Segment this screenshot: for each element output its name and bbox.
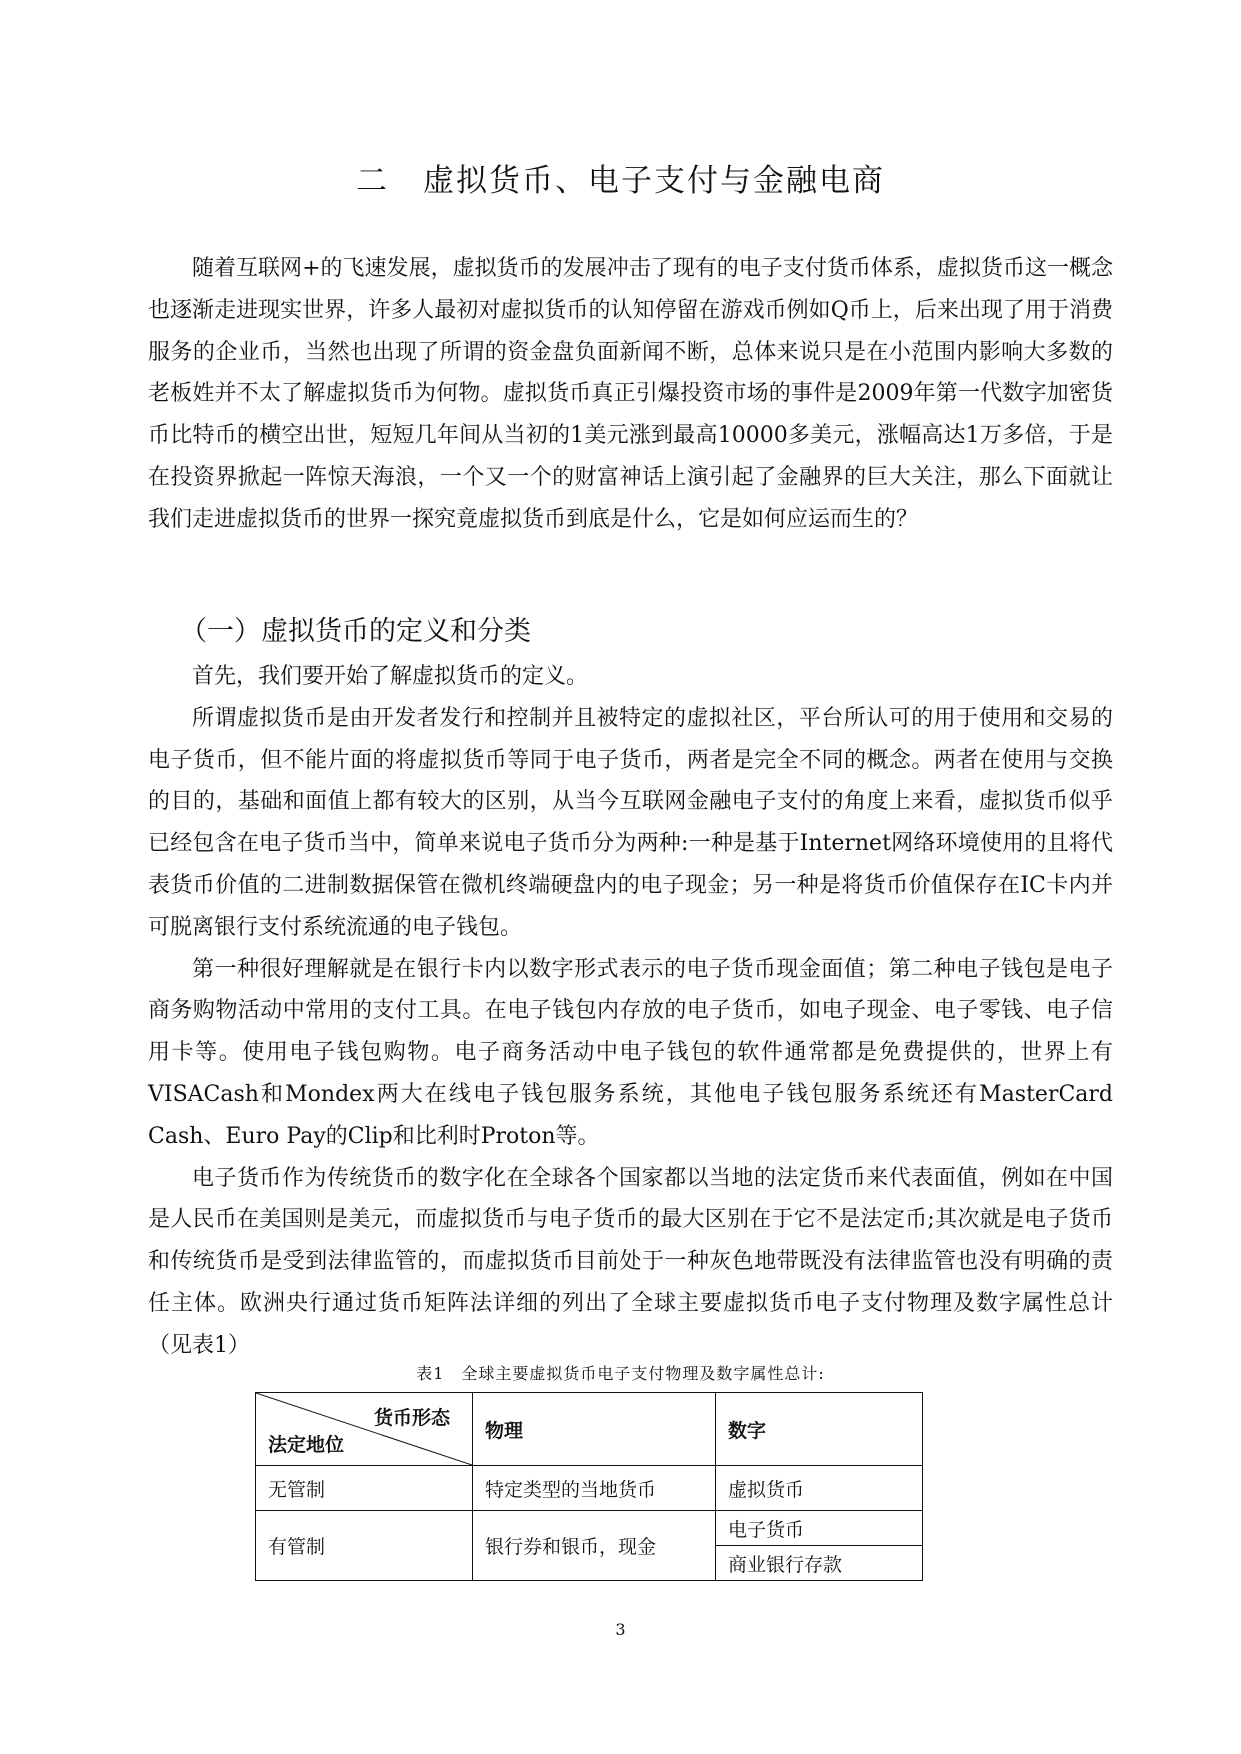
- currency-attribute-table: [255, 1392, 923, 1581]
- column-header-digital: 数字: [716, 1393, 923, 1466]
- section-paragraph: 第一种很好理解就是在银行卡内以数字形式表示的电子货币现金面值；第二种电子钱包是电子商务购物活动中常用的支付工具。在电子钱包内存放的电子货币，如电子现金、电子零钱、电子信用卡等。使用电子钱包购物。电子商务活动中电子钱包的软件通常都是免费提供的，世界上有VISACash和Mondex两大在线电子钱包服务系统，其他电子钱包服务系统还有MasterCard Cash、Euro Pay的Clip和比利时Proton等。: [148, 956, 1113, 1149]
- cell-regulated-digital-2: 商业银行存款: [716, 1546, 923, 1581]
- corner-header-top: 货币形态: [373, 1407, 450, 1429]
- section-paragraph: 所谓虚拟货币是由开发者发行和控制并且被特定的虚拟社区，平台所认可的用于使用和交易的电子货币，但不能片面的将虚拟货币等同于电子货币，两者是完全不同的概念。两者在使用与交换的目的，基础和面值上都有较大的区别，从当今互联网金融电子支付的角度上来看，虚拟货币似乎已经包含在电子货币当中，简单来说电子货币分为两种:一种是基于Internet网络环境使用的且将代表货币价值的二进制数据保管在微机终端硬盘内的电子现金；另一种是将货币价值保存在IC卡内并可脱离银行支付系统流通的电子钱包。: [148, 705, 1113, 940]
- page-number: 3: [615, 1620, 626, 1639]
- table-corner-cell: [256, 1393, 473, 1466]
- cell-unregulated-physical: 特定类型的当地货币: [473, 1466, 716, 1511]
- chapter-title: [0, 155, 1241, 200]
- row-label-unregulated: 无管制: [256, 1466, 473, 1511]
- section-paragraph: 电子货币作为传统货币的数字化在全球各个国家都以当地的法定货币来代表面值，例如在中国是人民币在美国则是美元，而虚拟货币与电子货币的最大区别在于它不是法定币;其次就是电子货币和传统货币是受到法律监管的，而虚拟货币目前处于一种灰色地带既没有法律监管也没有明确的责任主体。欧洲央行通过货币矩阵法详细的列出了全球主要虚拟货币电子支付物理及数字属性总计（见表1）: [148, 1165, 1113, 1358]
- cell-unregulated-digital: 虚拟货币: [716, 1466, 923, 1511]
- chapter-number: 二: [356, 163, 389, 199]
- section-heading: （一）虚拟货币的定义和分类: [180, 616, 531, 647]
- cell-regulated-physical: 银行券和银币，现金: [473, 1511, 716, 1581]
- table-caption: 表1 全球主要虚拟货币电子支付物理及数字属性总计:: [416, 1364, 825, 1383]
- section-paragraph: 首先，我们要开始了解虚拟货币的定义。: [192, 664, 589, 689]
- table-row: [256, 1466, 923, 1511]
- chapter-title-text: 虚拟货币、电子支付与金融电商: [423, 163, 885, 199]
- cell-regulated-digital-1: 电子货币: [716, 1511, 923, 1546]
- table-header-row: [256, 1393, 923, 1466]
- table-row: [256, 1511, 923, 1546]
- intro-paragraph: 随着互联网+的飞速发展，虚拟货币的发展冲击了现有的电子支付货币体系，虚拟货币这一概念也逐渐走进现实世界，许多人最初对虚拟货币的认知停留在游戏币例如Q币上，后来出现了用于消费服务的企业币，当然也出现了所谓的资金盘负面新闻不断，总体来说只是在小范围内影响大多数的老板姓并不太了解虚拟货币为何物。虚拟货币真正引爆投资市场的事件是2009年第一代数字加密货币比特币的横空出世，短短几年间从当初的1美元涨到最高10000多美元，涨幅高达1万多倍，于是在投资界掀起一阵惊天海浪，一个又一个的财富神话上演引起了金融界的巨大关注，那么下面就让我们走进虚拟货币的世界一探究竟虚拟货币到底是什么，它是如何应运而生的？: [148, 256, 1113, 532]
- section-text-block: [148, 656, 1113, 1367]
- column-header-physical: 物理: [473, 1393, 716, 1466]
- intro-text-block: [148, 248, 1113, 541]
- row-label-regulated: 有管制: [256, 1511, 473, 1581]
- corner-header-bottom: 法定地位: [268, 1434, 345, 1456]
